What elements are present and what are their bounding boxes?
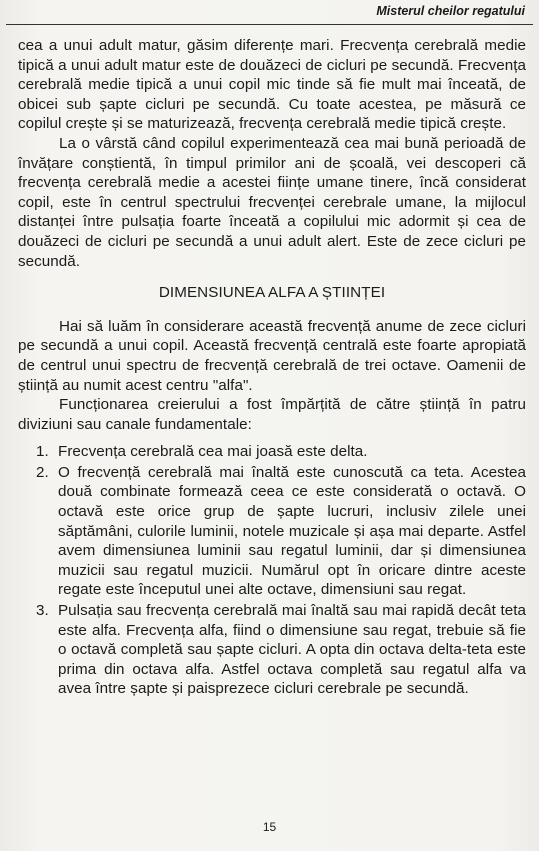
list-item [18,601,526,699]
paragraph-3: Hai să luăm în considerare această frecvență anume de zece cicluri pe secundă a unui copil. Această frecvență centrală este foarte apropiată de centrul unui spectru de frecvență cerebrală de trei octave. Oamenii de știință au numit acest centru "alfa". [18,317,526,394]
paragraph-2: La o vârstă când copilul experimentează cea mai bună perioadă de învățare conștientă, în timpul primilor ani de școală, vei descoperi că frecvența cerebrală medie a acestei ființe umane tinere, încă considerat copil, este în centrul spectrului frecvenței cerebrale umane, la mijlocul distanței între pulsația foarte înceată a copilului mic adormit și cea de douăzeci de cicluri pe secundă a unui adult alert. Este de zece cicluri pe secundă. [18,134,526,270]
running-header: Misterul cheilor regatului [376,4,525,18]
numbered-list [18,442,526,699]
paragraph-1: cea a unui adult matur, găsim diferențe mari. Frecvența cerebrală medie tipică a unui adult matur este de douăzeci de cicluri pe secundă. Frecvența cerebrală medie tipică a unui copil mic tinde să fie mult mai înceată, de obicei sub șapte cicluri pe secundă. Cu toate acestea, pe măsură ce copilul crește și se maturizează, frecvența cerebrală medie tipică crește. [18,37,526,133]
list-item-number: 1. [36,443,49,461]
list-item-text: Pulsația sau frecvența cerebrală mai înaltă sau mai rapidă decât teta este alfa. Frecvența alfa, fiind o dimensiune sau regat, trebuie să fie o octavă completă sau șapte cicluri. A opta din octava delta-teta este prima din octava alfa. Astfel octava completă sau regatul alfa va avea între șapte și paisprezece cicluri cerebrale pe secundă. [58,602,526,698]
list-item-number: 2. [36,463,49,481]
list-item [18,463,526,600]
list-item-text: O frecvență cerebrală mai înaltă este cunoscută ca teta. Acestea două combinate formează ceea ce este considerată o octavă. O octavă este orice grup de șapte lucruri, inclusiv zilele unei săptămâni, culorile luminii, notele muzicale și așa mai departe. Astfel avem dimensiunea luminii sau regatul luminii, dar și dimensiunea muzicii sau regatul muzicii. Numărul opt în oricare dintre aceste regate este începutul unei alte octave, dimensiuni sau regat. [58,463,526,599]
header-rule [6,24,533,25]
page-body [18,36,526,700]
section-heading: DIMENSIUNEA ALFA A ȘTIINȚEI [158,284,386,302]
list-item [18,442,526,462]
page-number: 15 [262,820,277,834]
list-item-text: Frecvența cerebrală cea mai joasă este delta. [58,443,368,461]
list-item-number: 3. [36,602,49,620]
paragraph-4: Funcționarea creierului a fost împărțită de către știință în patru diviziuni sau canale fundamentale: [18,396,526,433]
